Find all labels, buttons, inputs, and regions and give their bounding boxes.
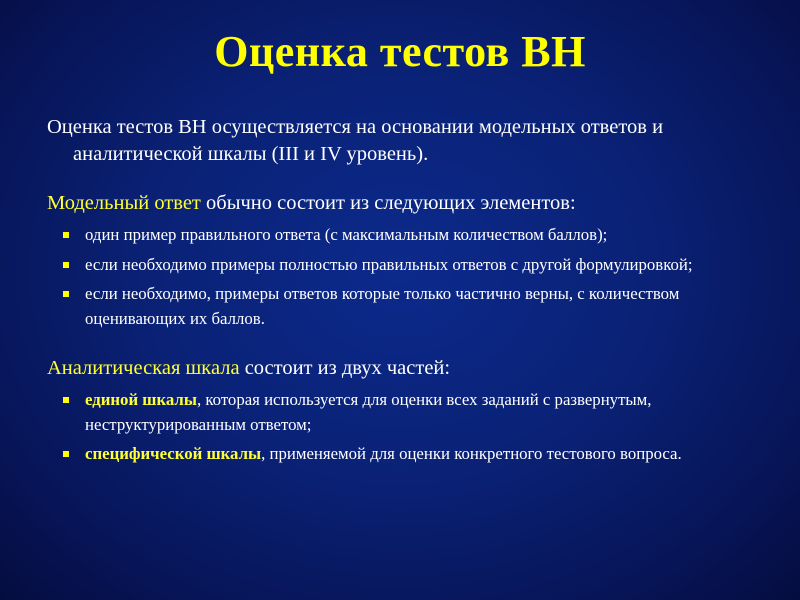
list-item-text: , применяемой для оценки конкретного тестового вопроса. (261, 444, 682, 463)
model-answer-heading (47, 190, 767, 217)
square-bullet-icon (63, 291, 69, 297)
square-bullet-icon (63, 262, 69, 268)
list-item-text: если необходимо примеры полностью правильных ответов с другой формулировкой; (85, 254, 693, 274)
square-bullet-icon (63, 232, 69, 238)
list-item (47, 223, 767, 248)
list-item-term: специфической шкалы (85, 444, 262, 463)
list-item-term: единой шкалы (85, 390, 197, 409)
list-item (47, 282, 767, 331)
analytic-scale-list (47, 388, 767, 467)
list-item-text: если необходимо, примеры ответов которые только частично верны, с количеством оценивающих их баллов. (85, 284, 680, 328)
list-item (47, 388, 767, 437)
list-item-text: один пример правильного ответа (с максимальным количеством баллов); (85, 225, 608, 244)
list-item-text: , которая используется для оценки всех заданий с развернутым, неструктурированным ответом; (85, 390, 652, 434)
intro-paragraph: Оценка тестов ВН осуществляется на основании модельных ответов и аналитической шкалы (III и IV уровень). (47, 116, 664, 165)
square-bullet-icon (63, 451, 69, 457)
analytic-scale-heading (47, 355, 767, 382)
analytic-scale-term: Аналитическая шкала (47, 357, 240, 379)
analytic-scale-rest: состоит из двух частей: (239, 357, 451, 379)
list-item (47, 442, 767, 467)
slide-title: Оценка тестов ВН (214, 27, 586, 76)
model-answer-term: Модельный ответ (47, 192, 201, 214)
square-bullet-icon (63, 397, 69, 403)
model-answer-list (47, 223, 767, 331)
slide-content (47, 114, 767, 472)
model-answer-rest: обычно состоит из следующих элементов: (200, 192, 576, 214)
list-item (47, 253, 767, 278)
